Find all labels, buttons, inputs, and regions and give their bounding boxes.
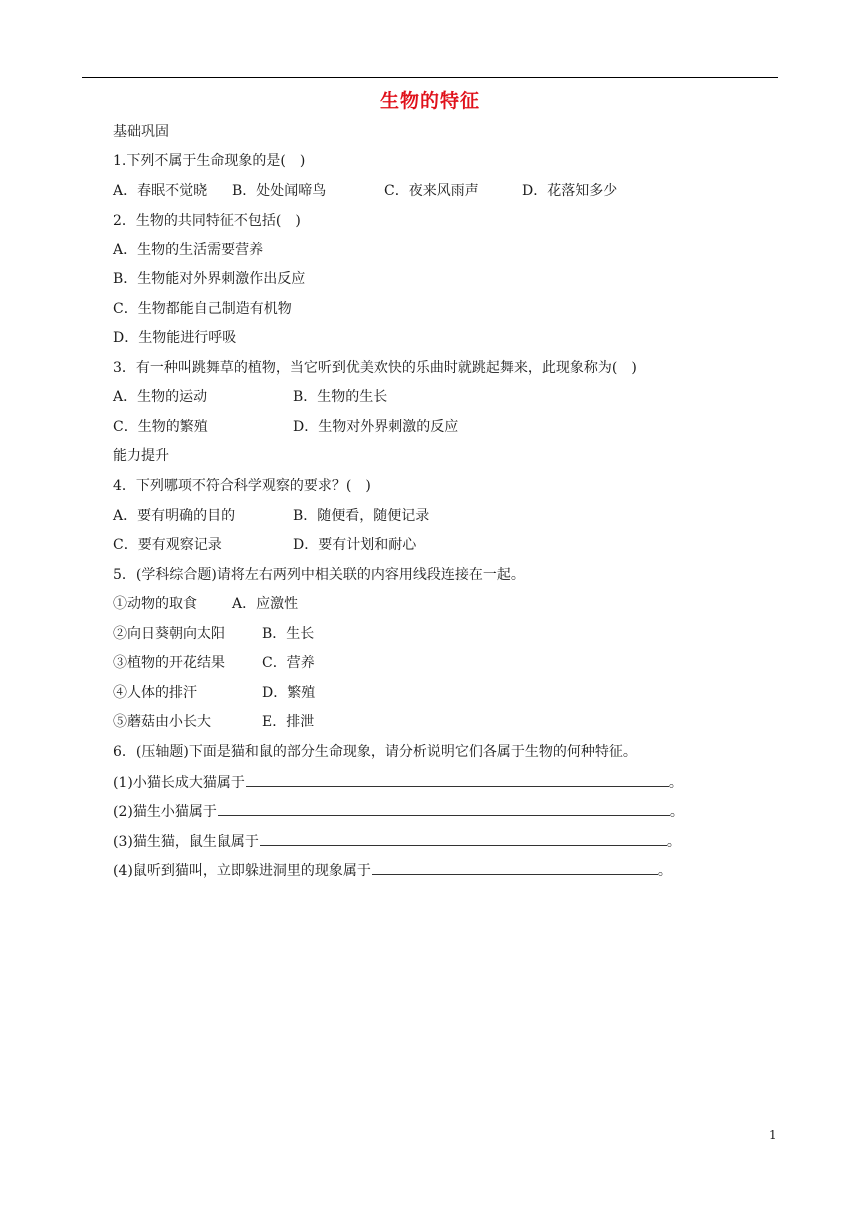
q1-option-a: A．春眠不觉晓 — [113, 183, 208, 199]
section-advanced: 能力提升 — [113, 448, 169, 464]
q5-right-item: D．繁殖 — [262, 685, 316, 701]
q6-item-end: 。 — [669, 804, 684, 820]
answer-blank[interactable] — [372, 861, 658, 875]
q5-left-item: ④人体的排汗 — [113, 685, 197, 701]
q6-item-1 — [113, 773, 683, 792]
q6-stem: 6．(压轴题)下面是猫和鼠的部分生命现象，请分析说明它们各属于生物的何种特征。 — [113, 744, 637, 760]
q4-option-b: B．随便看，随便记录 — [293, 508, 430, 524]
q6-item-label: (2)猫生小猫属于 — [113, 804, 217, 820]
q5-left-item: ②向日葵朝向太阳 — [113, 626, 225, 642]
q5-right-item: C．营养 — [262, 655, 315, 671]
answer-blank[interactable] — [218, 802, 670, 816]
q4-option-d: D．要有计划和耐心 — [293, 537, 417, 553]
q5-stem: 5．(学科综合题)请将左右两列中相关联的内容用线段连接在一起。 — [113, 567, 525, 583]
q1-stem: 1.下列不属于生命现象的是( ) — [113, 153, 306, 169]
q2-option-b: B．生物能对外界刺激作出反应 — [113, 271, 306, 287]
q5-left-item: ③植物的开花结果 — [113, 655, 225, 671]
page-title: 生物的特征 — [379, 90, 480, 112]
page-number: 1 — [769, 1128, 777, 1142]
q3-option-a: A．生物的运动 — [113, 389, 208, 405]
q4-option-c: C．要有观察记录 — [113, 537, 222, 553]
q6-item-label: (3)猫生猫，鼠生鼠属于 — [113, 834, 259, 850]
q2-option-c: C．生物都能自己制造有机物 — [113, 301, 292, 317]
q6-item-3 — [113, 832, 681, 851]
header-rule — [82, 77, 778, 78]
q4-stem: 4．下列哪项不符合科学观察的要求？( ) — [113, 478, 371, 494]
q4-option-a: A．要有明确的目的 — [113, 508, 236, 524]
section-basic: 基础巩固 — [113, 124, 169, 140]
q6-item-4 — [113, 861, 672, 880]
q2-stem: 2．生物的共同特征不包括( ) — [113, 213, 301, 229]
answer-blank[interactable] — [246, 773, 669, 787]
q3-option-d: D．生物对外界刺激的反应 — [293, 419, 459, 435]
q3-option-c: C．生物的繁殖 — [113, 419, 208, 435]
q6-item-label: (1)小猫长成大猫属于 — [113, 775, 245, 791]
answer-blank[interactable] — [260, 832, 667, 846]
q3-stem: 3．有一种叫跳舞草的植物，当它听到优美欢快的乐曲时就跳起舞来，此现象称为( ) — [113, 360, 637, 376]
q2-option-d: D．生物能进行呼吸 — [113, 330, 237, 346]
q1-option-c: C．夜来风雨声 — [384, 183, 479, 199]
q6-item-end: 。 — [668, 775, 683, 791]
q6-item-end: 。 — [657, 863, 672, 879]
q1-option-d: D．花落知多少 — [522, 183, 618, 199]
q6-item-2 — [113, 802, 684, 821]
q1-option-b: B．处处闻啼鸟 — [232, 183, 327, 199]
q5-right-item: B．生长 — [262, 626, 315, 642]
q5-right-item: A．应激性 — [232, 596, 299, 612]
q5-left-item: ⑤蘑菇由小长大 — [113, 714, 211, 730]
q2-option-a: A．生物的生活需要营养 — [113, 242, 264, 258]
q3-option-b: B．生物的生长 — [293, 389, 388, 405]
q5-left-item: ①动物的取食 — [113, 596, 197, 612]
q6-item-label: (4)鼠听到猫叫，立即躲进洞里的现象属于 — [113, 863, 371, 879]
q6-item-end: 。 — [666, 834, 681, 850]
q5-right-item: E．排泄 — [262, 714, 315, 730]
